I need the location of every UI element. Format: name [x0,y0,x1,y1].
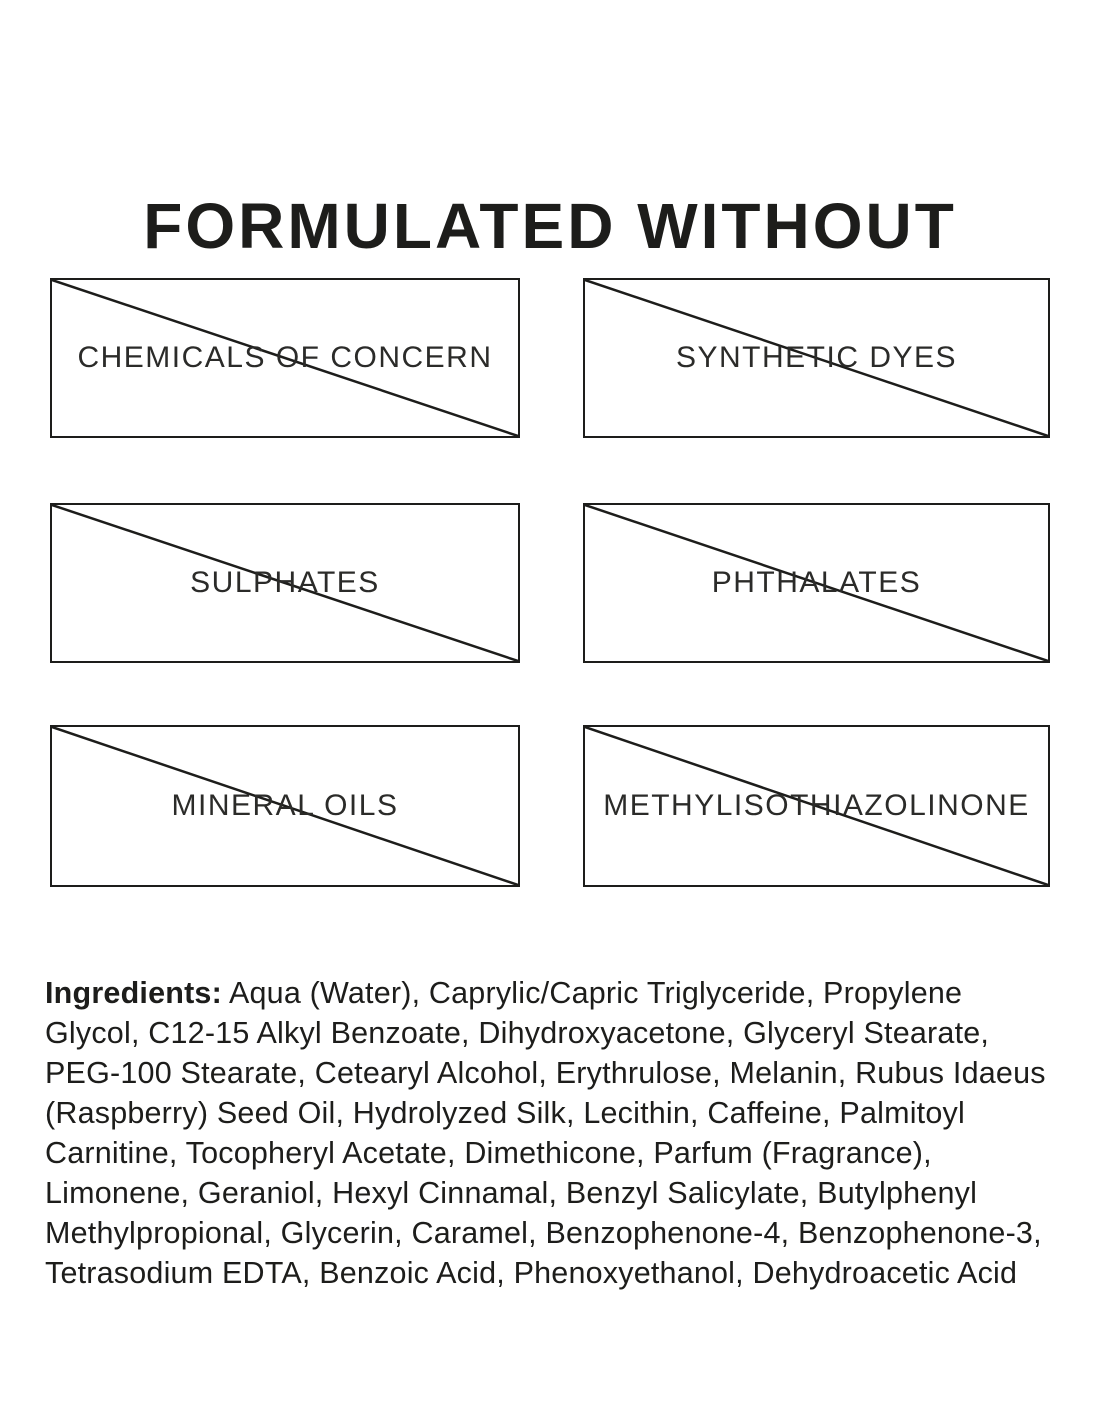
free-from-label: SULPHATES [190,566,380,599]
free-from-label: CHEMICALS OF CONCERN [77,341,493,374]
ingredients-heading: Ingredients: [45,975,222,1010]
free-from-box-methylisothiazolinone [583,725,1050,887]
page-title: FORMULATED WITHOUT [143,189,957,262]
free-from-label: SYNTHETIC DYES [675,341,958,374]
free-from-label: PHTHALATES [711,566,922,599]
ingredients-paragraph [45,973,1057,1293]
free-from-box-synthetic-dyes [583,278,1050,438]
free-from-label: METHYLISOTHIAZOLINONE [603,789,1030,822]
free-from-box-phthalates [583,503,1050,663]
free-from-box-mineral-oils [50,725,520,887]
free-from-label: MINERAL OILS [171,789,399,822]
free-from-box-chemicals-of-concern [50,278,520,438]
free-from-box-sulphates [50,503,520,663]
ingredients-list: Aqua (Water), Caprylic/Capric Triglyceride, Propylene Glycol, C12-15 Alkyl Benzoate, Dihydroxyacetone, Glyceryl Stearate, PEG-100 Stearate, Cetearyl Alcohol, Erythrulose, Melanin, Rubus Idaeus (Raspberry) Seed Oil, Hydrolyzed Silk, Lecithin, Caffeine, Palmitoyl Carnitine, Tocopheryl Acetate, Dimethicone, Parfum (Fragrance), Limonene, Geraniol, Hexyl Cinnamal, Benzyl Salicylate, Butylphenyl Methylpropional, Glycerin, Caramel, Benzophenone-4, Benzophenone-3, Tetrasodium EDTA, Benzoic Acid, Phenoxyethanol, Dehydroacetic Acid [45,975,1046,1290]
